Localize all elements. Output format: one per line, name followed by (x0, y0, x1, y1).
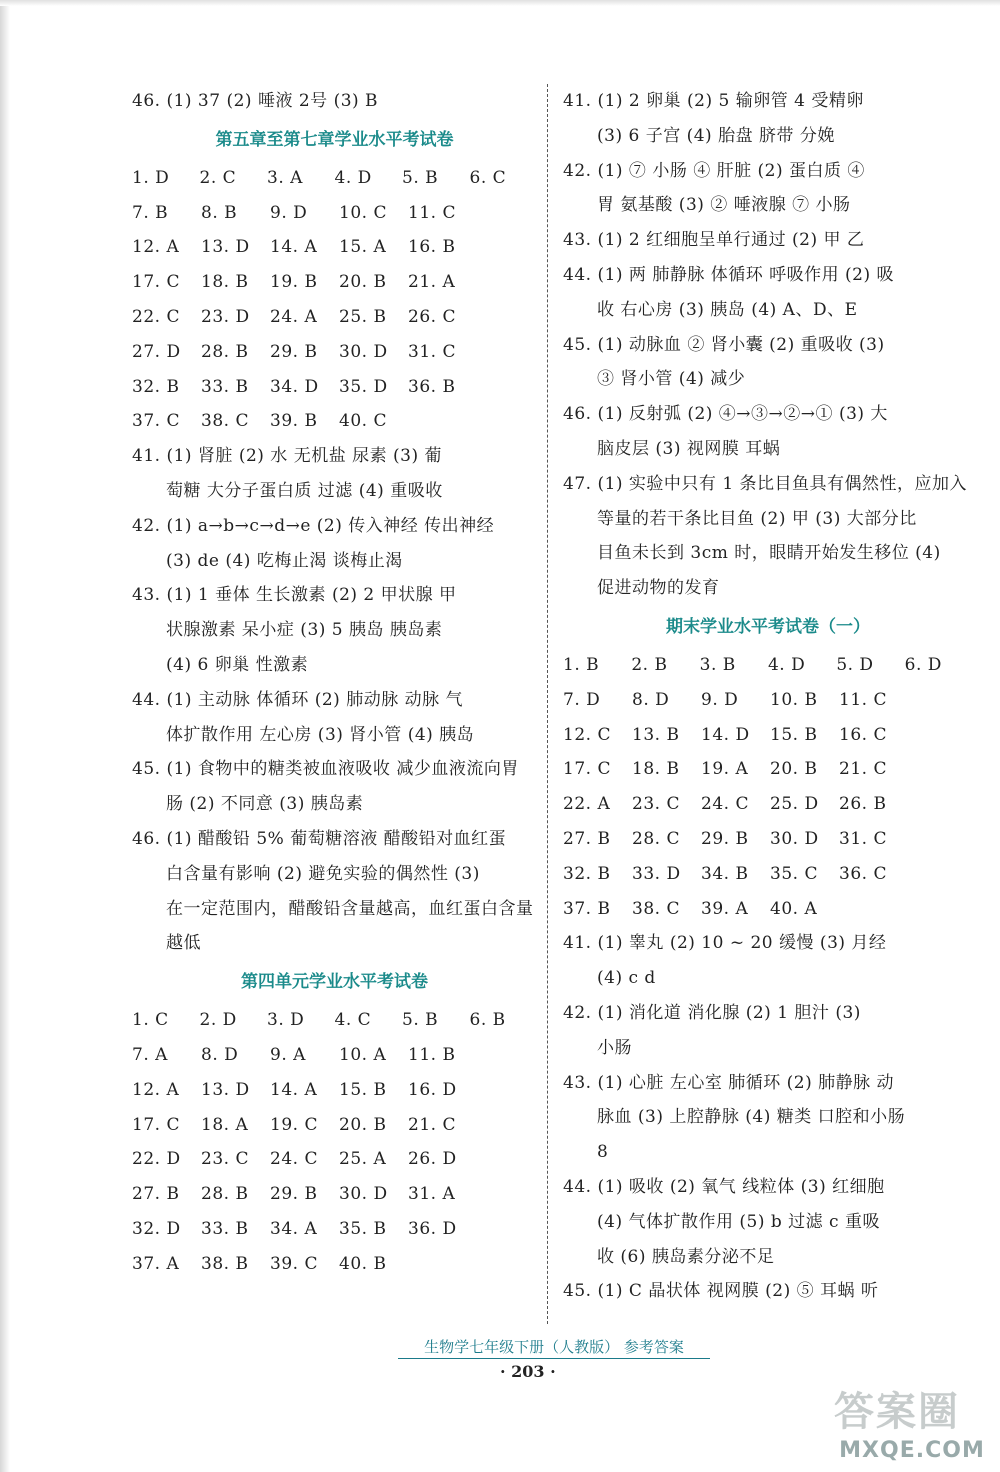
answer-continuation-line: 胃 氨基酸 (3) ② 唾液腺 ⑦ 小肠 (597, 195, 851, 216)
choice-answer: 22. C (132, 306, 180, 327)
book-title-footer: 生物学七年级下册（人教版） 参考答案 (398, 1336, 710, 1359)
choice-answer: 8. D (201, 1044, 239, 1065)
choice-answer: 37. B (563, 898, 611, 919)
choice-answer: 26. D (408, 1149, 457, 1170)
choice-answer: 7. D (563, 689, 601, 710)
answer-continuation-line: 目鱼未长到 3cm 时，眼睛开始发生移位 (4) (597, 543, 941, 564)
choice-answer-row (132, 1247, 537, 1282)
choice-answer: 23. C (632, 794, 680, 815)
choice-answer: 19. C (270, 1114, 318, 1135)
answer-line: 44. (1) 主动脉 体循环 (2) 肺动脉 动脉 气 (132, 689, 464, 710)
choice-answer: 7. A (132, 1044, 168, 1065)
answer-continuation-line: 促进动物的发育 (597, 578, 720, 599)
answer-line: 46. (1) 反射弧 (2) ④→③→②→① (3) 大 (563, 404, 888, 425)
choice-answer: 2. D (199, 1010, 237, 1031)
choice-answer: 29. B (701, 828, 749, 849)
watermark-site: MXQE.COM (839, 1438, 985, 1463)
choice-answer: 14. A (270, 237, 318, 258)
choice-answer: 29. B (270, 1184, 318, 1205)
answer-continuation-line: 小肠 (597, 1037, 632, 1058)
answer-continuation-line: 等量的若干条比目鱼 (2) 甲 (3) 大部分比 (597, 508, 917, 529)
choice-answer: 27. D (132, 341, 181, 362)
choice-answer-row (563, 648, 973, 683)
choice-answer: 37. C (132, 411, 180, 432)
choice-answer: 19. A (701, 759, 749, 780)
choice-answer: 24. C (701, 794, 749, 815)
choice-answer-row (132, 1108, 537, 1143)
answer-continuation-line: (4) 6 卵巢 性激素 (166, 654, 309, 675)
choice-answer: 6. B (469, 1010, 506, 1031)
choice-answer-row (563, 892, 973, 927)
column-divider (547, 84, 548, 1324)
choice-answer: 26. C (408, 306, 456, 327)
choice-answer: 18. B (201, 272, 249, 293)
choice-answer: 4. D (334, 167, 372, 188)
scan-top-shadow (0, 0, 1000, 6)
answer-line: 45. (1) C 晶状体 视网膜 (2) ⑤ 耳蜗 听 (563, 1281, 879, 1302)
answer-line: 42. (1) a→b→c→d→e (2) 传入神经 传出神经 (132, 515, 495, 536)
answer-continuation-line: 收 右心房 (3) 胰岛 (4) A、D、E (597, 299, 858, 320)
choice-answer: 38. C (632, 898, 680, 919)
watermark-mark: 答案圈 (834, 1389, 960, 1435)
choice-answer: 34. B (701, 863, 749, 884)
choice-answer: 36. D (408, 1218, 457, 1239)
choice-answer: 34. D (270, 376, 319, 397)
choice-answer-row (132, 1212, 537, 1247)
choice-answer: 7. B (132, 202, 169, 223)
choice-answer: 31. C (839, 828, 887, 849)
choice-answer: 5. D (836, 654, 874, 675)
choice-answer: 22. D (132, 1149, 181, 1170)
choice-answer-row (563, 752, 973, 787)
answer-continuation-line: 肠 (2) 不同意 (3) 胰岛素 (166, 794, 364, 815)
choice-answer: 11. C (839, 689, 887, 710)
answer-continuation-line: 脉血 (3) 上腔静脉 (4) 糖类 口腔和小肠 (597, 1107, 906, 1128)
answer-line: 41. (1) 睾丸 (2) 10 ~ 20 缓慢 (3) 月经 (563, 933, 887, 954)
choice-answer-row (132, 230, 537, 265)
choice-answer: 14. A (270, 1079, 318, 1100)
choice-answer: 32. B (132, 376, 180, 397)
answer-line: 43. (1) 1 垂体 生长激素 (2) 2 甲状腺 甲 (132, 585, 457, 606)
choice-answer: 27. B (563, 828, 611, 849)
choice-answer: 4. C (334, 1010, 372, 1031)
choice-answer: 10. A (339, 1044, 387, 1065)
choice-answer: 21. C (408, 1114, 456, 1135)
choice-answer: 40. B (339, 1253, 387, 1274)
section-title: 第五章至第七章学业水平考试卷 (215, 129, 454, 150)
choice-answer: 20. B (339, 1114, 387, 1135)
answer-continuation-line: 越低 (166, 933, 201, 954)
choice-answer: 5. B (402, 167, 439, 188)
right-column (563, 84, 973, 1309)
answer-line: 43. (1) 2 红细胞呈单行通过 (2) 甲 乙 (563, 230, 865, 251)
choice-answer: 28. B (201, 1184, 249, 1205)
choice-answer: 9. D (701, 689, 739, 710)
choice-answer-row (563, 787, 973, 822)
choice-answer: 25. B (339, 306, 387, 327)
choice-answer: 32. D (132, 1218, 181, 1239)
choice-answer: 31. A (408, 1184, 456, 1205)
answer-continuation-line: 8 (597, 1142, 609, 1163)
answer-line: 42. (1) ⑦ 小肠 ④ 肝脏 (2) 蛋白质 ④ (563, 160, 865, 181)
choice-answer: 2. C (199, 167, 237, 188)
answer-continuation-line: 体扩散作用 左心房 (3) 肾小管 (4) 胰岛 (166, 724, 475, 745)
choice-answer: 22. A (563, 794, 611, 815)
choice-answer: 16. B (408, 237, 456, 258)
choice-answer: 27. B (132, 1184, 180, 1205)
choice-answer: 2. B (631, 654, 668, 675)
choice-answer: 6. D (904, 654, 942, 675)
choice-answer-row (132, 196, 537, 231)
choice-answer: 39. A (701, 898, 749, 919)
choice-answer-row (132, 300, 537, 335)
choice-answer: 21. C (839, 759, 887, 780)
choice-answer: 39. B (270, 411, 318, 432)
answer-continuation-line: 白含量有影响 (2) 避免实验的偶然性 (3) (166, 863, 480, 884)
choice-answer: 40. C (339, 411, 387, 432)
choice-answer: 18. A (201, 1114, 249, 1135)
choice-answer: 24. A (270, 306, 318, 327)
answer-continuation-line: 脑皮层 (3) 视网膜 耳蜗 (597, 438, 781, 459)
choice-answer: 15. B (770, 724, 818, 745)
choice-answer: 16. D (408, 1079, 457, 1100)
answer-line: 42. (1) 消化道 消化腺 (2) 1 胆汁 (3) (563, 1002, 861, 1023)
choice-answer: 18. B (632, 759, 680, 780)
page-number: · 203 · (500, 1362, 556, 1381)
answer-continuation-line: (4) 气体扩散作用 (5) b 过滤 c 重吸 (597, 1211, 880, 1232)
choice-answer: 8. B (201, 202, 238, 223)
answer-continuation-line: 萄糖 大分子蛋白质 过滤 (4) 重吸收 (166, 480, 443, 501)
choice-answer: 1. D (132, 167, 170, 188)
choice-answer: 24. C (270, 1149, 318, 1170)
choice-answer: 6. C (469, 167, 507, 188)
choice-answer: 35. B (339, 1218, 387, 1239)
choice-answer-row (132, 1142, 537, 1177)
choice-answer: 12. C (563, 724, 611, 745)
choice-answer: 20. B (339, 272, 387, 293)
choice-answer: 30. D (339, 1184, 388, 1205)
choice-answer-row (132, 265, 537, 300)
choice-answer: 38. B (201, 1253, 249, 1274)
choice-answer: 13. B (632, 724, 680, 745)
choice-answer-row (132, 1003, 537, 1038)
choice-answer: 33. B (201, 376, 249, 397)
choice-answer: 39. C (270, 1253, 318, 1274)
choice-answer: 19. B (270, 272, 318, 293)
section-title: 期末学业水平考试卷（一） (666, 616, 870, 637)
choice-answer: 23. D (201, 306, 250, 327)
answer-line: 41. (1) 2 卵巢 (2) 5 输卵管 4 受精卵 (563, 91, 864, 111)
choice-answer: 11. B (408, 1044, 456, 1065)
answer-continuation-line: (3) de (4) 吃梅止渴 谈梅止渴 (166, 550, 403, 571)
choice-answer: 1. B (563, 654, 600, 675)
watermark-logo (828, 1380, 996, 1468)
choice-answer: 17. C (563, 759, 611, 780)
choice-answer-row (563, 683, 973, 718)
choice-answer: 13. D (201, 1079, 250, 1100)
answer-line: 44. (1) 吸收 (2) 氧气 线粒体 (3) 红细胞 (563, 1176, 885, 1197)
choice-answer: 40. A (770, 898, 818, 919)
choice-answer: 1. C (132, 1010, 169, 1031)
choice-answer-row (132, 404, 537, 439)
choice-answer-row (132, 161, 537, 196)
answer-continuation-line: 收 (6) 胰岛素分泌不足 (597, 1246, 775, 1267)
answer-line: 45. (1) 食物中的糖类被血液吸收 减少血液流向胃 (132, 759, 519, 780)
choice-answer: 34. A (270, 1218, 318, 1239)
answer-line: 46. (1) 37 (2) 唾液 2号 (3) B (132, 91, 379, 111)
answer-line: 45. (1) 动脉血 ② 肾小囊 (2) 重吸收 (3) (563, 334, 885, 355)
choice-answer: 35. D (339, 376, 388, 397)
choice-answer: 32. B (563, 863, 611, 884)
choice-answer: 28. C (632, 828, 680, 849)
choice-answer: 3. A (267, 167, 303, 188)
answer-continuation-line: 状腺激素 呆小症 (3) 5 胰岛 胰岛素 (166, 620, 443, 641)
choice-answer: 15. A (339, 237, 387, 258)
answer-continuation-line: (3) 6 子宫 (4) 胎盘 脐带 分娩 (597, 125, 835, 146)
choice-answer: 28. B (201, 341, 249, 362)
answer-continuation-line: ③ 肾小管 (4) 减少 (597, 369, 746, 390)
choice-answer: 5. B (402, 1010, 439, 1031)
choice-answer: 13. D (201, 237, 250, 258)
section-title: 第四单元学业水平考试卷 (241, 972, 428, 993)
choice-answer-row (132, 1038, 537, 1073)
choice-answer: 3. D (267, 1010, 305, 1031)
choice-answer: 12. A (132, 237, 180, 258)
choice-answer: 4. D (767, 654, 806, 675)
choice-answer: 30. D (339, 341, 388, 362)
choice-answer-row (132, 1073, 537, 1108)
choice-answer: 9. D (270, 202, 308, 223)
answer-line: 41. (1) 肾脏 (2) 水 无机盐 尿素 (3) 葡 (132, 446, 443, 467)
choice-answer: 25. A (339, 1149, 387, 1170)
answer-line: 46. (1) 醋酸铅 5% 葡萄糖溶液 醋酸铅对血红蛋 (132, 828, 507, 849)
choice-answer: 37. A (132, 1253, 180, 1274)
choice-answer: 26. B (839, 794, 887, 815)
scan-edge-shadow (0, 0, 10, 1472)
choice-answer: 33. D (632, 863, 681, 884)
choice-answer: 35. C (770, 863, 818, 884)
choice-answer: 36. B (408, 376, 456, 397)
choice-answer: 8. D (632, 689, 670, 710)
choice-answer: 10. B (770, 689, 818, 710)
answer-line: 43. (1) 心脏 左心室 肺循环 (2) 肺静脉 动 (563, 1072, 895, 1093)
choice-answer: 33. B (201, 1218, 249, 1239)
choice-answer: 9. A (270, 1044, 306, 1065)
choice-answer-row (132, 335, 537, 370)
choice-answer: 16. C (839, 724, 887, 745)
choice-answer: 36. C (839, 863, 887, 884)
choice-answer-row (563, 857, 973, 892)
choice-answer-row (563, 822, 973, 857)
choice-answer: 23. C (201, 1149, 249, 1170)
choice-answer: 31. C (408, 341, 456, 362)
choice-answer: 29. B (270, 341, 318, 362)
answer-line: 44. (1) 两 肺静脉 体循环 呼吸作用 (2) 吸 (563, 264, 895, 285)
answer-continuation-line: 在一定范围内，醋酸铅含量越高，血红蛋白含量 (166, 898, 534, 919)
choice-answer: 12. A (132, 1079, 180, 1100)
answer-line: 47. (1) 实验中只有 1 条比目鱼具有偶然性，应加入 (563, 473, 968, 494)
choice-answer: 38. C (201, 411, 249, 432)
choice-answer: 30. D (770, 828, 819, 849)
choice-answer: 3. B (699, 654, 736, 675)
choice-answer: 25. D (770, 794, 819, 815)
choice-answer: 20. B (770, 759, 818, 780)
choice-answer: 14. D (701, 724, 750, 745)
choice-answer-row (132, 370, 537, 405)
choice-answer: 21. A (408, 272, 456, 293)
choice-answer: 17. C (132, 1114, 180, 1135)
choice-answer-row (563, 718, 973, 753)
answer-continuation-line: (4) c d (597, 968, 656, 989)
choice-answer: 11. C (408, 202, 456, 223)
choice-answer: 15. B (339, 1079, 387, 1100)
choice-answer-row (132, 1177, 537, 1212)
choice-answer: 17. C (132, 272, 180, 293)
left-column (132, 84, 537, 1282)
choice-answer: 10. C (339, 202, 387, 223)
